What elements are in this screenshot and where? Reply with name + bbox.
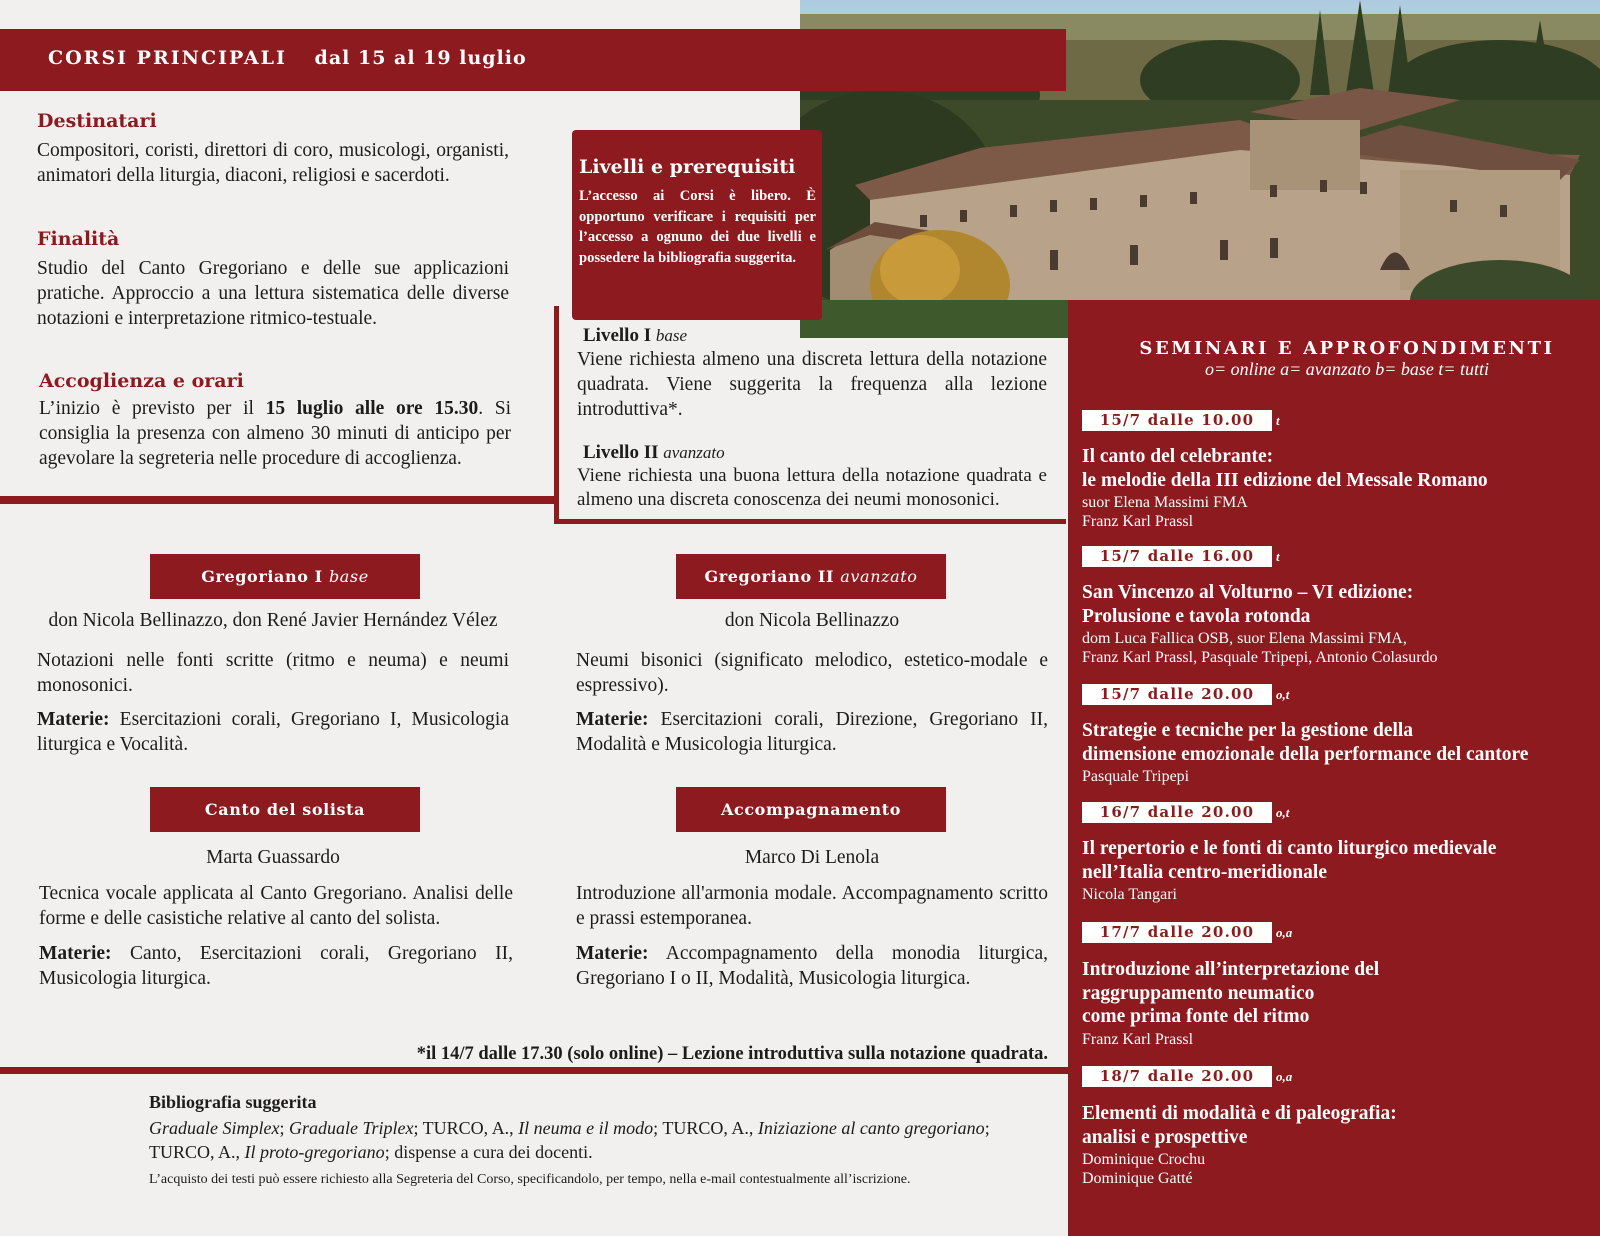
course-accompagnamento-materie: Materie: Accompagnamento della monodia liturgica, Gregoriano I o II, Modalità, Musicologia liturgica. <box>576 943 1048 989</box>
course-solista-header: Canto del solista <box>150 787 420 832</box>
seminar-code: o,a <box>1276 925 1293 940</box>
level-2-tag: avanzato <box>663 443 725 462</box>
seminar-code: t <box>1276 413 1280 428</box>
seminars-title: SEMINARI E APPROFONDIMENTI <box>1139 338 1555 359</box>
level-1-text: Viene richiesta almeno una discreta lettura della notazione quadrata. Viene suggerita la frequenza alla lezione introduttiva*. <box>577 349 1047 420</box>
seminar-code: o,t <box>1276 805 1290 820</box>
seminar-title: Elementi di modalità e di paleografia: analisi e prospettive <box>1082 1103 1397 1148</box>
level-2-text: Viene richiesta una buona lettura della notazione quadrata e almeno una discreta conoscenza dei neumi monosonici. <box>577 465 1047 510</box>
seminar-speakers: Dominique Crochu Dominique Gatté <box>1082 1151 1206 1187</box>
course-accompagnamento-header: Accompagnamento <box>676 787 946 832</box>
seminar-title: Il repertorio e le fonti di canto liturgico medievale nell’Italia centro-meridionale <box>1082 838 1497 883</box>
seminar-speakers: Pasquale Tripepi <box>1082 768 1190 785</box>
seminar-title: San Vincenzo al Volturno – VI edizione: Prolusione e tavola rotonda <box>1082 582 1414 627</box>
seminar-speakers: Franz Karl Prassl <box>1082 1031 1194 1048</box>
course-accompagnamento-teachers: Marco Di Lenola <box>744 847 880 868</box>
course-solista-desc: Tecnica vocale applicata al Canto Gregoriano. Analisi delle forme e delle casistiche relative al canto del solista. <box>39 883 513 929</box>
seminar-date-row <box>1082 684 1289 705</box>
course-gregoriano-2-header: Gregoriano II avanzato <box>676 554 946 599</box>
finalita-heading: Finalità <box>37 228 120 250</box>
banner-title: CORSI PRINCIPALI <box>48 47 287 69</box>
seminar-code: o,t <box>1276 687 1290 702</box>
seminars-panel <box>1068 300 1600 1236</box>
course-accompagnamento-desc: Introduzione all'armonia modale. Accompagnamento scritto e prassi estemporanea. <box>576 883 1048 929</box>
seminar-date: 15/7 dalle 10.00 <box>1082 410 1272 431</box>
seminar-date-row <box>1082 1066 1292 1087</box>
seminar-date: 16/7 dalle 20.00 <box>1082 802 1272 823</box>
course-gregoriano-2-desc: Neumi bisonici (significato melodico, estetico-modale e espressivo). <box>576 650 1048 696</box>
finalita-section <box>37 228 509 331</box>
levels-box <box>572 130 822 320</box>
divider-left <box>0 496 556 504</box>
divider-bottom <box>0 1067 1068 1074</box>
level-1-label: Livello I <box>583 325 652 346</box>
accoglienza-section <box>39 370 511 471</box>
seminar-title: Il canto del celebrante: le melodie della III edizione del Messale Romano <box>1082 446 1488 491</box>
course-solista-materie: Materie: Canto, Esercitazioni corali, Gregoriano II, Musicologia liturgica. <box>39 943 513 989</box>
level-1 <box>577 325 1047 422</box>
seminar-title: Strategie e tecniche per la gestione della dimensione emozionale della performance del cantore <box>1082 720 1529 765</box>
seminar-date: 17/7 dalle 20.00 <box>1082 922 1272 943</box>
seminar-date-row <box>1082 546 1280 567</box>
accoglienza-heading: Accoglienza e orari <box>39 370 244 392</box>
seminar-date: 15/7 dalle 20.00 <box>1082 684 1272 705</box>
levels-text: L’accesso ai Corsi è libero. È opportuno verificare i requisiti per l’accesso a ognuno dei due livelli e possedere la bibliografia suggerita. <box>579 188 816 266</box>
destinatari-section <box>37 110 509 188</box>
level-2 <box>577 442 1047 512</box>
seminar-speakers: suor Elena Massimi FMA Franz Karl Prassl <box>1082 494 1248 530</box>
levels-heading: Livelli e prerequisiti <box>579 156 796 178</box>
seminar-date-row <box>1082 410 1280 431</box>
seminar-date-row <box>1082 922 1292 943</box>
bibliography-heading: Bibliografia suggerita <box>149 1092 317 1112</box>
seminar-speakers: dom Luca Fallica OSB, suor Elena Massimi FMA, Franz Karl Prassl, Pasquale Tripepi, Antonio Colasurdo <box>1082 630 1438 666</box>
seminar-speakers: Nicola Tangari <box>1082 886 1177 903</box>
seminar-date: 15/7 dalle 16.00 <box>1082 546 1272 567</box>
destinatari-text: Compositori, coristi, direttori di coro, musicologi, organisti, animatori della liturgia, diaconi, religiosi e sacerdoti. <box>37 140 509 186</box>
accoglienza-text: L’inizio è previsto per il 15 luglio alle ore 15.30. Si consiglia la presenza con almeno 30 minuti di anticipo per agevolare la segreteria nelle procedure di accoglienza. <box>39 398 512 469</box>
course-gregoriano-1-materie: Materie: Esercitazioni corali, Gregoriano I, Musicologia liturgica e Vocalità. <box>37 709 509 755</box>
intro-lesson-footnote: *il 14/7 dalle 17.30 (solo online) – Lezione introduttiva sulla notazione quadrata. <box>416 1044 1048 1064</box>
course-gregoriano-1-header: Gregoriano I base <box>150 554 420 599</box>
courses-banner <box>0 29 1066 91</box>
seminars-legend: o= online a= avanzato b= base t= tutti <box>1204 359 1490 379</box>
levels-frame-bottom <box>554 519 1066 524</box>
course-gregoriano-2-materie: Materie: Esercitazioni corali, Direzione, Gregoriano II, Modalità e Musicologia liturgica. <box>576 709 1048 755</box>
bibliography-note: L’acquisto dei testi può essere richiesto alla Segreteria del Corso, specificandolo, per tempo, nella e-mail contestualmente all’iscrizione. <box>149 1172 911 1187</box>
seminar-title: Introduzione all’interpretazione del raggruppamento neumatico come prima fonte del ritmo <box>1082 959 1380 1027</box>
course-solista-teachers: Marta Guassardo <box>206 847 340 868</box>
seminar-date-row <box>1082 802 1289 823</box>
finalita-text: Studio del Canto Gregoriano e delle sue applicazioni pratiche. Approccio a una lettura sistematica delle diverse notazioni e interpretazione ritmico-testuale. <box>37 258 509 329</box>
course-gregoriano-2-teachers: don Nicola Bellinazzo <box>724 610 900 631</box>
seminar-date: 18/7 dalle 20.00 <box>1082 1066 1272 1087</box>
level-2-label: Livello II <box>583 442 659 463</box>
banner-dates: dal 15 al 19 luglio <box>314 47 527 69</box>
level-1-tag: base <box>655 326 688 345</box>
seminar-code: o,a <box>1276 1069 1293 1084</box>
course-gregoriano-1-teachers: don Nicola Bellinazzo, don René Javier Hernández Vélez <box>48 610 498 631</box>
levels-frame-left <box>554 306 559 524</box>
destinatari-heading: Destinatari <box>37 110 157 132</box>
bibliography-text: Graduale Simplex; Graduale Triplex; TURCO, A., Il neuma e il modo; TURCO, A., Iniziazione al canto gregoriano; TURCO, A., Il proto-gregoriano; dispense a cura dei docenti. <box>149 1118 990 1162</box>
seminar-code: t <box>1276 549 1280 564</box>
course-gregoriano-1-desc: Notazioni nelle fonti scritte (ritmo e neuma) e neumi monosonici. <box>37 650 509 696</box>
